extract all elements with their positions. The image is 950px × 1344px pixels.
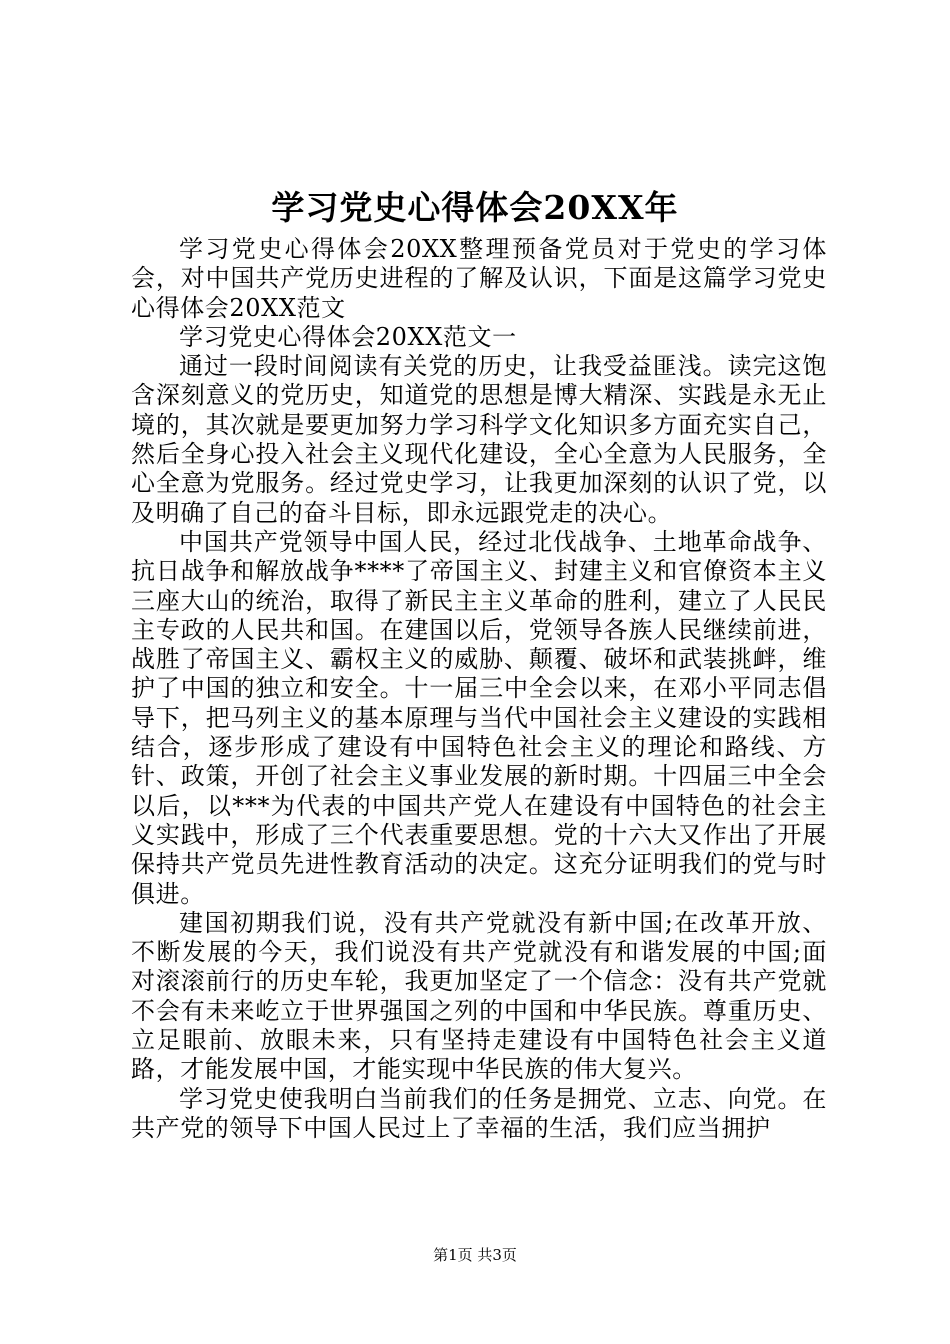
document-title: 学习党史心得体会20XX年 (271, 188, 679, 227)
paragraph-2: 中国共产党领导中国人民，经过北伐战争、土地革命战争、抗日战争和解放战争****了帝国主义、封建主义和官僚资本主义三座大山的统治，取得了新民主主义革命的胜利，建立了人民民主专政的人民共和国。在建国以后，党领导各族人民继续前进，战胜了帝国主义、霸权主义的威胁、颠覆、破坏和武装挑衅，维护了中国的独立和安全。十一届三中全会以来，在邓小平同志倡导下，把马列主义的基本原理与当代中国社会主义建设的实践相结合，逐步形成了建设有中国特色社会主义的理论和路线、方针、政策，开创了社会主义事业发展的新时期。十四届三中全会以后，以***为代表的中国共产党人在建设有中国特色的社会主义实践中，形成了三个代表重要思想。党的十六大又作出了开展保持共产党员先进性教育活动的决定。这充分证明我们的党与时俱进。 (131, 527, 827, 908)
paragraph-3: 建国初期我们说，没有共产党就没有新中国;在改革开放、不断发展的今天，我们说没有共产党就没有和谐发展的中国;面对滚滚前行的历史车轮，我更加坚定了一个信念：没有共产党就不会有未来屹立于世界强国之列的中国和中华民族。尊重历史、立足眼前、放眼未来，只有坚持走建设有中国特色社会主义道路，才能发展中国，才能实现中华民族的伟大复兴。 (131, 908, 827, 1084)
page-footer: 第1页 共3页 (433, 1246, 517, 1264)
paragraph-intro: 学习党史心得体会20XX整理预备党员对于党史的学习体会，对中国共产党历史进程的了解及认识，下面是这篇学习党史心得体会20XX范文 (131, 235, 827, 322)
paragraph-4: 学习党史使我明白当前我们的任务是拥党、立志、向党。在共产党的领导下中国人民过上了幸福的生活，我们应当拥护 (131, 1084, 827, 1142)
paragraph-subheading: 学习党史心得体会20XX范文一 (179, 322, 517, 351)
document-body (131, 235, 827, 1143)
paragraph-1: 通过一段时间阅读有关党的历史，让我受益匪浅。读完这饱含深刻意义的党历史，知道党的思想是博大精深、实践是永无止境的，其次就是要更加努力学习科学文化知识多方面充实自己，然后全身心投入社会主义现代化建设，全心全意为人民服务，全心全意为党服务。经过党史学习，让我更加深刻的认识了党，以及明确了自己的奋斗目标，即永远跟党走的决心。 (131, 352, 827, 527)
